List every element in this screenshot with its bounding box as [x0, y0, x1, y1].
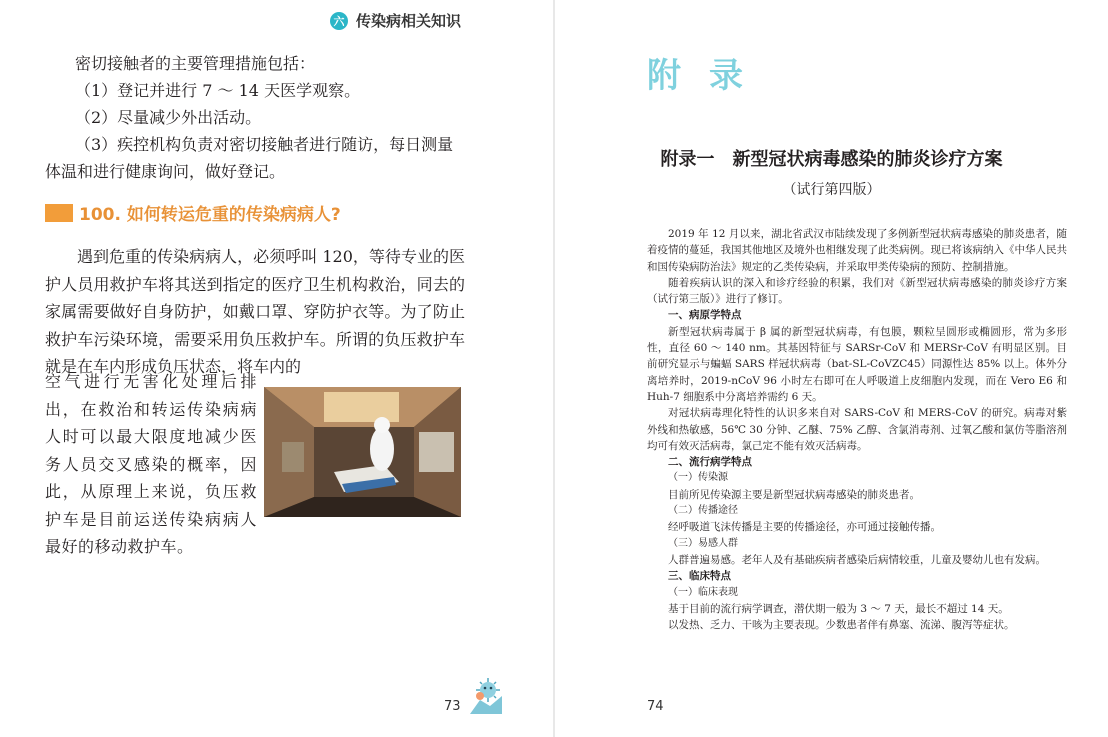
- page-number: 73: [444, 699, 461, 714]
- chapter-number-badge: 六: [330, 12, 348, 30]
- body-paragraph: 随着疾病认识的深入和诊疗经验的积累，我们对《新型冠状病毒感染的肺炎诊疗方案（试行第三版）》进行了修订。: [647, 276, 1067, 306]
- plan-subtitle: （试行第四版）: [782, 182, 881, 198]
- section-heading: 三、临床特点: [668, 570, 731, 583]
- appendix-body: [647, 226, 1067, 633]
- contact-management-list: [45, 50, 465, 185]
- body-paragraph: 经呼吸道飞沫传播是主要的传播途径，亦可通过接触传播。: [668, 521, 941, 534]
- intro-line: 密切接触者的主要管理措施包括：: [75, 54, 316, 73]
- transfer-paragraph-continued: 空气进行无害化处理后排出，在救治和转运传染病病人时可以最大限度地减少医务人员交叉感染的概率，因此，从原理上来说，负压救护车是目前运送传染病病人最好的移动救护车。: [45, 372, 257, 556]
- body-paragraph: 以发热、乏力、干咳为主要表现。少数患者伴有鼻塞、流涕、腹泻等症状。: [668, 619, 1015, 632]
- chapter-header: [330, 10, 461, 31]
- subsection-heading: （一）传染源: [668, 472, 728, 484]
- intro-line: （1）登记并进行 7 ～ 14 天医学观察。: [75, 81, 361, 100]
- section-heading: [45, 200, 341, 225]
- body-paragraph: 目前所见传染源主要是新型冠状病毒感染的肺炎患者。: [668, 488, 920, 501]
- transfer-paragraph: 遇到危重的传染病病人，必须呼叫 120，等待专业的医护人员用救护车将其送到指定的医疗卫生机构救治，同去的家属需要做好自身防护，如戴口罩、穿防护衣等。为了防止救护车污染环境，需要采用负压救护车。所谓的负压救护车就是在车内形成负压状态，将车内的: [45, 247, 465, 376]
- virus-icon: [470, 676, 502, 718]
- plan-title: 附录一 新型冠状病毒感染的肺炎诊疗方案: [660, 149, 1003, 170]
- section-heading: 一、病原学特点: [668, 309, 742, 322]
- appendix-title: 附录: [647, 56, 771, 96]
- intro-line: （2）尽量减少外出活动。: [75, 108, 262, 127]
- section-heading-text: 100. 如何转运危重的传染病病人?: [79, 205, 341, 225]
- chapter-title: 传染病相关知识: [356, 12, 462, 30]
- subsection-heading: （二）传播途径: [668, 505, 738, 517]
- body-paragraph: 对冠状病毒理化特性的认识多来自对 SARS-CoV 和 MERS-CoV 的研究。病毒对紫外线和热敏感，56℃ 30 分钟、乙醚、75% 乙醇、含氯消毒剂、过氧乙酸和氯仿等脂溶剂均可有效灭活病毒，氯己定不能有效灭活病毒。: [647, 407, 1067, 452]
- body-paragraph: 人群普遍易感。老年人及有基础疾病者感染后病情较重，儿童及婴幼儿也有发病。: [668, 553, 1046, 566]
- body-paragraph: 2019 年 12 月以来，湖北省武汉市陆续发现了多例新型冠状病毒感染的肺炎患者，随着疫情的蔓延，我国其他地区及境外也相继发现了此类病例。现已将该病纳入《中华人民共和国传染病防治法》规定的乙类传染病，并采取甲类传染病的预防、控制措施。: [647, 228, 1067, 273]
- page-number: 74: [647, 699, 664, 714]
- intro-line: （3）疾控机构负责对密切接触者进行随访，每日测量体温和进行健康询问，做好登记。: [45, 135, 454, 181]
- right-page: [555, 0, 1108, 737]
- heading-bar-decoration: [45, 204, 73, 222]
- subsection-heading: （一）临床表现: [668, 586, 738, 598]
- body-paragraph: 新型冠状病毒属于 β 属的新型冠状病毒，有包膜，颗粒呈圆形或椭圆形，常为多形性，直径 60 ～ 140 nm。其基因特征与 SARSr-CoV 和 MERSr-CoV 有明显区别。目前研究显示与蝙蝠 SARS 样冠状病毒（bat-SL-CoVZC45）同源性达 85% 以上。体外分离培养时，2019-nCoV 96 小时左右即可在人呼吸道上皮细胞内发现，而在 Vero E6 和 Huh-7 细胞系中分离培养需约 6 天。: [647, 325, 1067, 403]
- section-heading: 二、流行病学特点: [668, 456, 752, 469]
- body-paragraph: 基于目前的流行病学调查，潜伏期一般为 3 ～ 7 天，最长不超过 14 天。: [668, 602, 1009, 615]
- left-page: [0, 0, 553, 737]
- subsection-heading: （三）易感人群: [668, 537, 738, 549]
- ambulance-interior-photo: [264, 387, 461, 517]
